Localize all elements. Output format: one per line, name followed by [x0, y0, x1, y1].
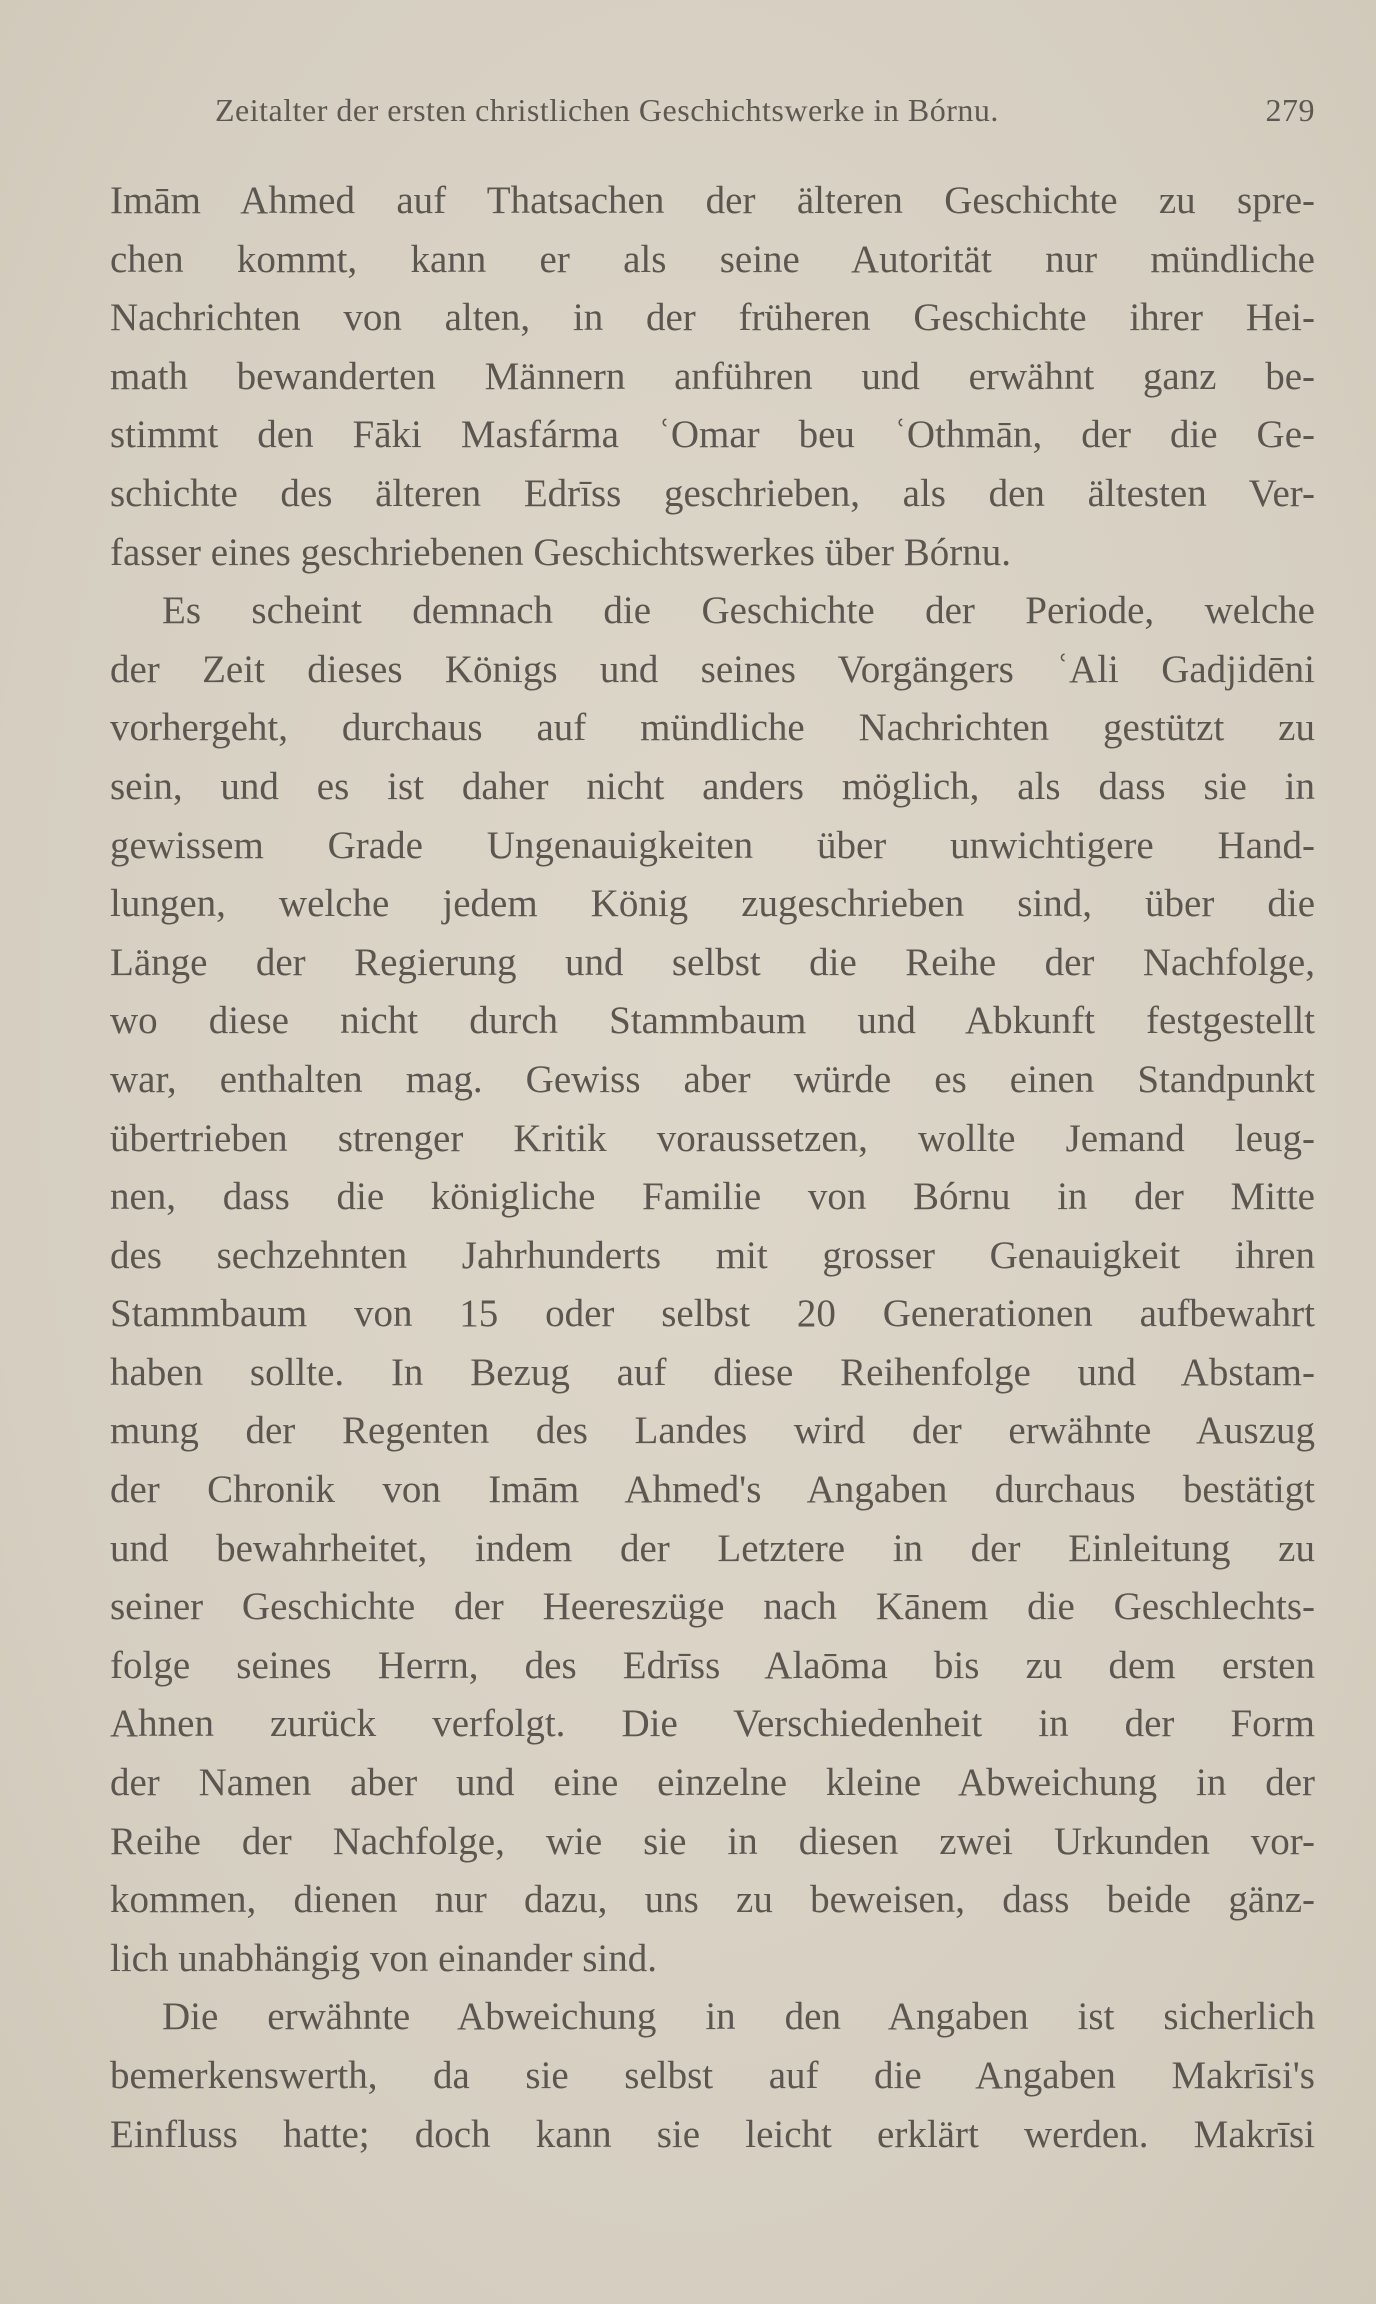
text-line: sein, und es ist daher nicht anders möglich, als dass sie in [110, 764, 1315, 808]
page-number: 279 [1265, 92, 1315, 128]
text-line: des sechzehnten Jahrhunderts mit grosser Genauigkeit ihren [110, 1233, 1315, 1277]
text-line: der Chronik von Imām Ahmed's Angaben durchaus bestätigt [110, 1468, 1315, 1512]
text-line: war, enthalten mag. Gewiss aber würde es einen Standpunkt [110, 1057, 1315, 1101]
text-line: bemerkenswerth, da sie selbst auf die Angaben Makrīsi's [110, 2054, 1315, 2097]
text-line: Die erwähnte Abweichung in den Angaben ist sicherlich [162, 1995, 1315, 2039]
text-line: und bewahrheitet, indem der Letztere in der Einleitung zu [110, 1526, 1315, 1570]
text-line: kommen, dienen nur dazu, uns zu beweisen, dass beide gänz- [110, 1878, 1315, 1922]
text-line: der Namen aber und eine einzelne kleine Abweichung in der [110, 1761, 1315, 1805]
text-line: Nachrichten von alten, in der früheren Geschichte ihrer Hei- [110, 296, 1315, 340]
text-line: math bewanderten Männern anführen und erwähnt ganz be- [110, 354, 1315, 398]
text-line: Ahnen zurück verfolgt. Die Verschiedenheit in der Form [110, 1702, 1315, 1746]
text-line: mung der Regenten des Landes wird der erwähnte Auszug [110, 1409, 1315, 1453]
text-line: der Zeit dieses Königs und seines Vorgängers ʿAli Gadjidēni [110, 647, 1315, 691]
body-text [110, 172, 1315, 2164]
running-head-title: Zeitalter der ersten christlichen Geschichtswerke in Bórnu. [215, 92, 999, 128]
paragraph-1 [110, 172, 1315, 582]
paragraph-3 [110, 1988, 1315, 2164]
running-head [215, 92, 1315, 136]
text-line: haben sollte. In Bezug auf diese Reihenfolge und Abstam- [110, 1350, 1315, 1394]
text-line: Imām Ahmed auf Thatsachen der älteren Geschichte zu spre- [110, 179, 1315, 222]
paragraph-2 [110, 582, 1315, 1988]
text-line: gewissem Grade Ungenauigkeiten über unwichtigere Hand- [110, 823, 1315, 867]
text-line: Länge der Regierung und selbst die Reihe der Nachfolge, [110, 940, 1315, 984]
text-line: wo diese nicht durch Stammbaum und Abkunft festgestellt [110, 999, 1315, 1043]
text-line: folge seines Herrn, des Edrīss Alaōma bis zu dem ersten [110, 1643, 1315, 1687]
text-line: Stammbaum von 15 oder selbst 20 Generationen aufbewahrt [110, 1292, 1315, 1336]
text-line: stimmt den Fāki Masfárma ʿOmar beu ʿOthmān, der die Ge- [110, 413, 1315, 457]
text-line: Einfluss hatte; doch kann sie leicht erklärt werden. Makrīsi [110, 2112, 1315, 2156]
text-line: chen kommt, kann er als seine Autorität nur mündliche [110, 237, 1315, 281]
text-line: seiner Geschichte der Heereszüge nach Kānem die Geschlechts- [110, 1585, 1315, 1629]
text-line: schichte des älteren Edrīss geschrieben, als den ältesten Ver- [110, 471, 1315, 515]
text-line: nen, dass die königliche Familie von Bórnu in der Mitte [110, 1175, 1315, 1219]
text-line: lungen, welche jedem König zugeschrieben sind, über die [110, 882, 1315, 926]
text-line: lich unabhängig von einander sind. [110, 1936, 657, 1980]
text-line: fasser eines geschriebenen Geschichtswerkes über Bórnu. [110, 530, 1011, 574]
text-line: Reihe der Nachfolge, wie sie in diesen zwei Urkunden vor- [110, 1819, 1315, 1863]
text-line: übertrieben strenger Kritik voraussetzen, wollte Jemand leug- [110, 1116, 1315, 1160]
text-line: vorhergeht, durchaus auf mündliche Nachrichten gestützt zu [110, 706, 1315, 750]
text-line: Es scheint demnach die Geschichte der Periode, welche [162, 589, 1315, 633]
